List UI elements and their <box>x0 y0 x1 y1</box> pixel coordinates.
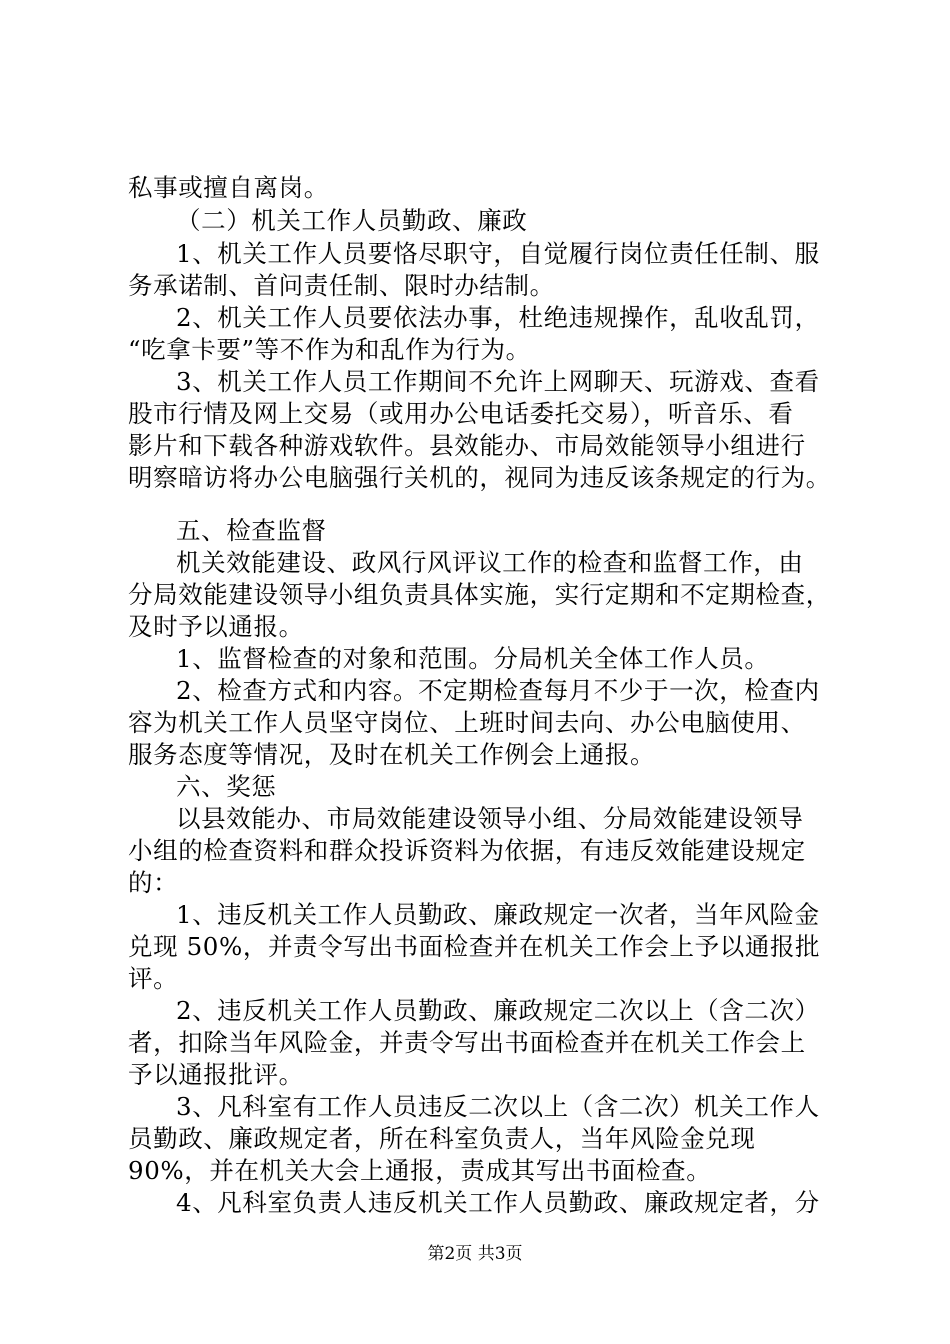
text-line: 员勤政、廉政规定者，所在科室负责人，当年风险金兑现 <box>128 1124 756 1153</box>
text-line: 90%，并在机关大会上通报，责成其写出书面检查。 <box>128 1156 712 1185</box>
section-heading: 五、检查监督 <box>176 516 327 545</box>
text-line: 2、违反机关工作人员勤政、廉政规定二次以上（含二次） <box>176 996 820 1025</box>
text-line: 的： <box>128 868 179 897</box>
page-number-footer: 第2页 共3页 <box>427 1244 523 1264</box>
text-line: 以县效能办、市局效能建设领导小组、分局效能建设领导 <box>176 804 804 833</box>
text-line: 1、违反机关工作人员勤政、廉政规定一次者，当年风险金 <box>176 900 820 929</box>
text-line: 服务态度等情况，及时在机关工作例会上通报。 <box>128 740 656 769</box>
text-line: 兑现 50%，并责令写出书面检查并在机关工作会上予以通报批 <box>128 932 821 961</box>
section-heading: （二）机关工作人员勤政、廉政 <box>176 206 528 235</box>
text-line: 容为机关工作人员坚守岗位、上班时间去向、办公电脑使用、 <box>128 708 806 737</box>
text-line: 4、凡科室负责人违反机关工作人员勤政、廉政规定者，分 <box>176 1188 820 1217</box>
text-line: 分局效能建设领导小组负责具体实施，实行定期和不定期检查， <box>128 580 831 609</box>
text-line: 予以通报批评。 <box>128 1060 304 1089</box>
text-line: 及时予以通报。 <box>128 612 304 641</box>
text-line: 1、监督检查的对象和范围。分局机关全体工作人员。 <box>176 644 770 673</box>
section-heading: 六、奖惩 <box>176 772 277 801</box>
text-line: 小组的检查资料和群众投诉资料为依据，有违反效能建设规定 <box>128 836 806 865</box>
text-line: 私事或擅自离岗。 <box>128 173 329 202</box>
text-line: 明察暗访将办公电脑强行关机的，视同为违反该条规定的行为。 <box>128 463 831 492</box>
text-line: 务承诺制、首问责任制、限时办结制。 <box>128 271 555 300</box>
text-line: 机关效能建设、政风行风评议工作的检查和监督工作，由 <box>176 548 804 577</box>
text-line: “吃拿卡要”等不作为和乱作为行为。 <box>128 335 531 364</box>
text-line: 评。 <box>128 964 179 993</box>
text-line: 2、机关工作人员要依法办事，杜绝违规操作，乱收乱罚， <box>176 303 820 332</box>
text-line: 2、检查方式和内容。不定期检查每月不少于一次，检查内 <box>176 676 820 705</box>
text-line: 3、凡科室有工作人员违反二次以上（含二次）机关工作人 <box>176 1092 820 1121</box>
text-line: 影片和下载各种游戏软件。县效能办、市局效能领导小组进行 <box>128 431 806 460</box>
text-line: 股市行情及网上交易（或用办公电话委托交易），听音乐、看 <box>128 399 794 428</box>
text-line: 者，扣除当年风险金，并责令写出书面检查并在机关工作会上 <box>128 1028 806 1057</box>
text-line: 3、机关工作人员工作期间不允许上网聊天、玩游戏、查看 <box>176 367 820 396</box>
text-line: 1、机关工作人员要恪尽职守，自觉履行岗位责任任制、服 <box>176 239 820 268</box>
